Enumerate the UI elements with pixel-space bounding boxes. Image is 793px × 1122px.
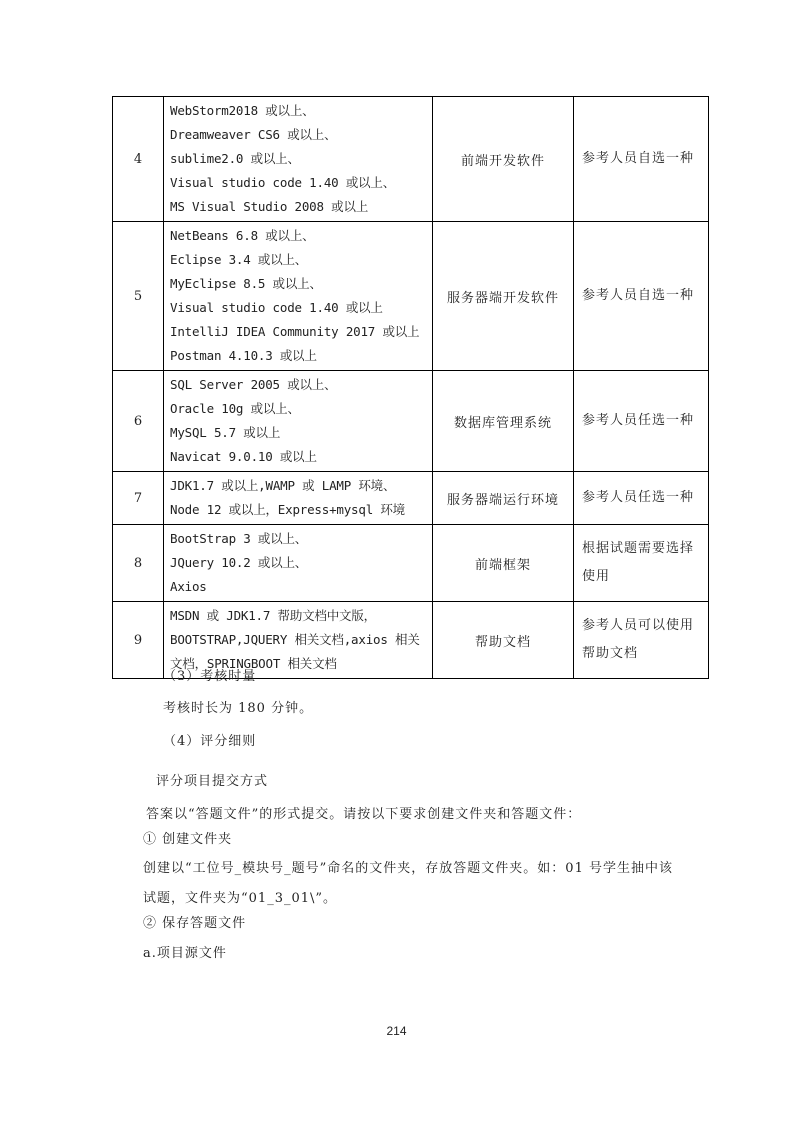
- software-item: 文档，SPRINGBOOT 相关文档: [170, 656, 337, 671]
- software-list: [164, 525, 433, 602]
- table-row: [113, 525, 709, 602]
- time-text: 考核时长为 180 分钟。: [163, 701, 314, 716]
- software-item: Visual studio code 1.40 或以上: [170, 300, 383, 315]
- table-row: [113, 472, 709, 525]
- step1-heading: ① 创建文件夹: [143, 832, 233, 847]
- software-item: BOOTSTRAP,JQUERY 相关文档,axios 相关: [170, 632, 420, 647]
- software-item: IntelliJ IDEA Community 2017 或以上: [170, 324, 420, 339]
- software-purpose: 服务器端运行环境: [433, 472, 574, 525]
- remark: 参考人员任选一种: [574, 472, 709, 525]
- remark: 参考人员可以使用帮助文档: [574, 602, 709, 679]
- step2-heading: ② 保存答题文件: [143, 916, 247, 931]
- software-purpose: 帮助文档: [433, 602, 574, 679]
- table-row: [113, 371, 709, 472]
- software-item: Eclipse 3.4 或以上、: [170, 252, 308, 267]
- table-row: [113, 97, 709, 222]
- software-item: JQuery 10.2 或以上、: [170, 555, 308, 570]
- software-item: WebStorm2018 或以上、: [170, 103, 315, 118]
- step2-subitem-a: a.项目源文件: [143, 946, 227, 961]
- software-purpose: 前端开发软件: [433, 97, 574, 222]
- software-list: [164, 371, 433, 472]
- remark: 参考人员任选一种: [574, 371, 709, 472]
- software-item: Visual studio code 1.40 或以上、: [170, 175, 396, 190]
- remark: 参考人员自选一种: [574, 97, 709, 222]
- software-item: Oracle 10g 或以上、: [170, 401, 300, 416]
- software-list: [164, 222, 433, 371]
- row-number: 8: [113, 525, 164, 602]
- software-item: NetBeans 6.8 或以上、: [170, 228, 315, 243]
- software-item: MyEclipse 8.5 或以上、: [170, 276, 322, 291]
- remark: 根据试题需要选择使用: [574, 525, 709, 602]
- row-number: 9: [113, 602, 164, 679]
- remark: 参考人员自选一种: [574, 222, 709, 371]
- rules-heading: （4）评分细则: [163, 734, 257, 749]
- row-number: 7: [113, 472, 164, 525]
- table-row: [113, 222, 709, 371]
- row-number: 4: [113, 97, 164, 222]
- submit-heading: 评分项目提交方式: [156, 774, 269, 789]
- software-item: Dreamweaver CS6 或以上、: [170, 127, 337, 142]
- software-item: MySQL 5.7 或以上: [170, 425, 281, 440]
- software-item: JDK1.7 或以上,WAMP 或 LAMP 环境、: [170, 478, 396, 493]
- software-purpose: 数据库管理系统: [433, 371, 574, 472]
- software-item: MS Visual Studio 2008 或以上: [170, 199, 369, 214]
- time-heading: （3）考核时量: [163, 669, 257, 684]
- software-item: Node 12 或以上，Express+mysql 环境: [170, 502, 405, 517]
- software-purpose: 服务器端开发软件: [433, 222, 574, 371]
- software-item: BootStrap 3 或以上、: [170, 531, 308, 546]
- software-item: SQL Server 2005 或以上、: [170, 377, 337, 392]
- software-list: [164, 472, 433, 525]
- software-purpose: 前端框架: [433, 525, 574, 602]
- page-number: 214: [386, 1024, 407, 1038]
- software-table: [112, 96, 709, 679]
- software-item: MSDN 或 JDK1.7 帮助文档中文版，: [170, 608, 376, 623]
- step1-text-line2: 试题，文件夹为“01_3_01\”。: [143, 891, 338, 906]
- software-item: Postman 4.10.3 或以上: [170, 348, 317, 363]
- software-item: Axios: [170, 579, 207, 594]
- software-item: Navicat 9.0.10 或以上: [170, 449, 317, 464]
- step1-text-line1: 创建以“工位号_模块号_题号”命名的文件夹，存放答题文件夹。如：01 号学生抽中该: [143, 861, 673, 876]
- software-list: [164, 97, 433, 222]
- row-number: 6: [113, 371, 164, 472]
- submit-text: 答案以“答题文件”的形式提交。请按以下要求创建文件夹和答题文件：: [146, 807, 582, 822]
- row-number: 5: [113, 222, 164, 371]
- software-item: sublime2.0 或以上、: [170, 151, 300, 166]
